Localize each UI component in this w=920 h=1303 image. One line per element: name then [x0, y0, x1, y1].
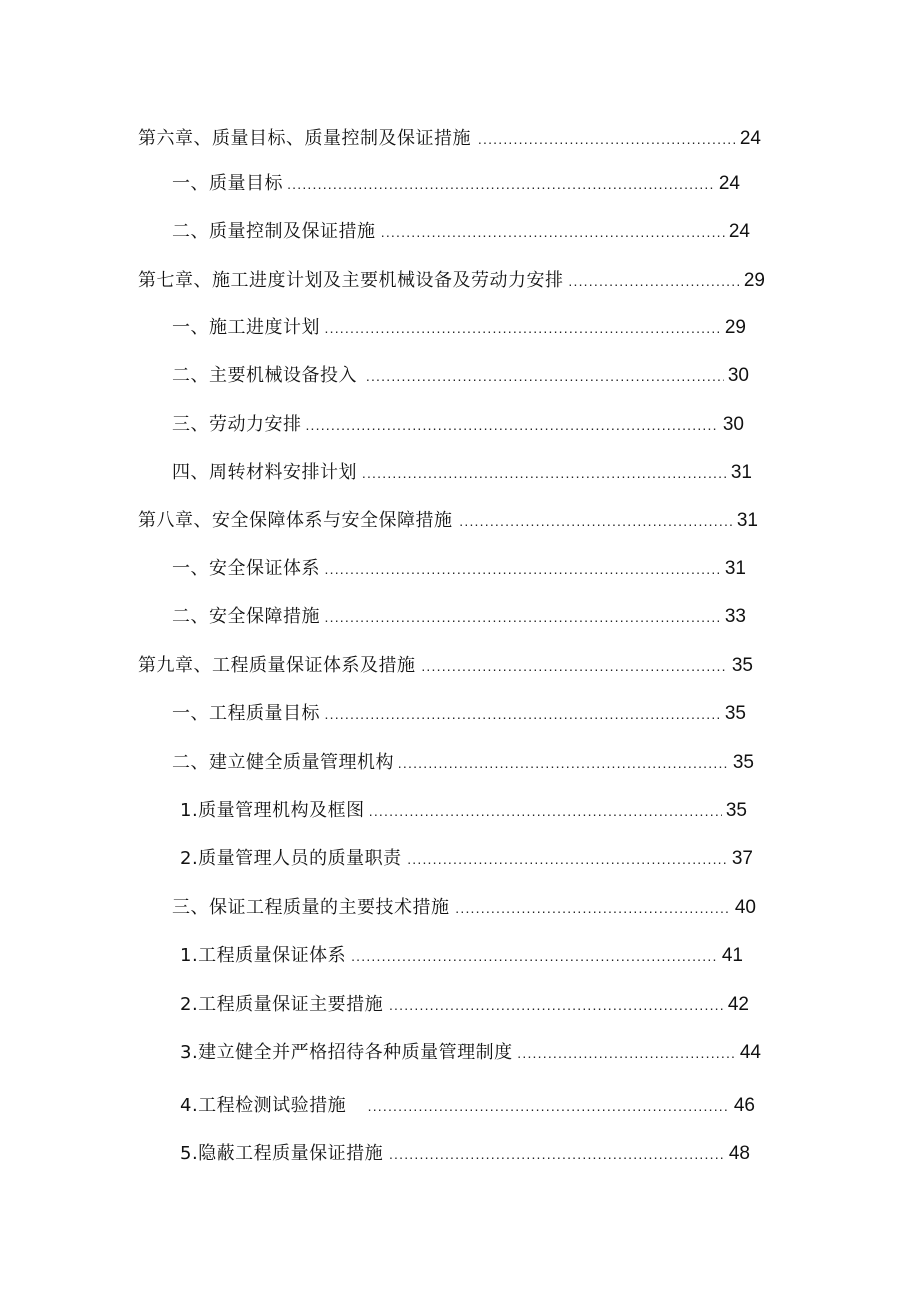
toc-entry-title: 4.工程检测试验措施	[180, 1095, 347, 1116]
toc-entry-9-3-1[interactable]	[180, 944, 743, 968]
toc-entry-title: 第七章、施工进度计划及主要机械设备及劳动力安排	[138, 270, 564, 291]
toc-entry-title: 一、安全保证体系	[172, 558, 320, 579]
toc-entry-title: 一、施工进度计划	[172, 317, 320, 338]
toc-entry-page: 40	[734, 897, 756, 918]
toc-entry-page: 35	[732, 752, 754, 773]
toc-entry-8-1[interactable]	[172, 557, 746, 581]
dot-leader	[421, 654, 728, 678]
dot-leader	[455, 896, 731, 920]
dot-leader	[325, 557, 721, 581]
dot-leader	[369, 799, 722, 823]
toc-entry-chapter-7[interactable]	[138, 269, 765, 293]
toc-entry-title: 1.工程质量保证体系	[180, 945, 347, 966]
toc-entry-page: 29	[743, 270, 765, 291]
toc-entry-6-1[interactable]	[172, 172, 740, 196]
toc-entry-title: 二、安全保障措施	[172, 606, 320, 627]
toc-entry-page: 30	[727, 365, 749, 386]
toc-entry-title: 第九章、工程质量保证体系及措施	[138, 655, 416, 676]
toc-entry-6-2[interactable]	[172, 220, 750, 244]
toc-entry-title: 二、质量控制及保证措施	[172, 221, 376, 242]
dot-leader	[459, 509, 733, 533]
dot-leader	[287, 172, 715, 196]
dot-leader	[305, 413, 718, 437]
dot-leader	[478, 127, 736, 151]
toc-entry-9-2[interactable]	[172, 751, 754, 775]
toc-entry-title: 二、主要机械设备投入	[172, 365, 357, 386]
toc-entry-7-2[interactable]	[172, 364, 749, 388]
toc-entry-page: 31	[730, 462, 752, 483]
dot-leader	[366, 364, 724, 388]
toc-entry-9-3[interactable]	[172, 896, 756, 920]
dot-leader	[325, 702, 721, 726]
toc-entry-9-3-4[interactable]	[180, 1094, 755, 1118]
dot-leader	[351, 944, 718, 968]
toc-entry-page: 30	[722, 414, 744, 435]
toc-entry-title: 三、保证工程质量的主要技术措施	[172, 897, 450, 918]
toc-entry-9-2-2[interactable]	[180, 847, 753, 871]
toc-entry-9-3-2[interactable]	[180, 993, 749, 1017]
dot-leader	[381, 220, 725, 244]
toc-entry-chapter-9[interactable]	[138, 654, 753, 678]
dot-leader	[389, 993, 724, 1017]
toc-entry-9-1[interactable]	[172, 702, 746, 726]
toc-entry-page: 24	[728, 221, 750, 242]
toc-entry-page: 24	[739, 128, 761, 149]
dot-leader	[389, 1142, 725, 1166]
dot-leader	[398, 751, 729, 775]
toc-entry-title: 三、劳动力安排	[172, 414, 302, 435]
dot-leader	[325, 316, 721, 340]
toc-entry-9-3-5[interactable]	[180, 1142, 750, 1166]
toc-entry-page: 44	[739, 1042, 761, 1063]
toc-entry-9-2-1[interactable]	[180, 799, 747, 823]
toc-entry-9-3-3[interactable]	[180, 1041, 761, 1065]
toc-entry-page: 48	[728, 1143, 750, 1164]
toc-entry-8-2[interactable]	[172, 605, 746, 629]
toc-entry-page: 31	[736, 510, 758, 531]
toc-entry-title: 第八章、安全保障体系与安全保障措施	[138, 510, 453, 531]
toc-entry-title: 2.工程质量保证主要措施	[180, 994, 384, 1015]
toc-entry-title: 一、工程质量目标	[172, 703, 320, 724]
dot-leader	[325, 605, 721, 629]
dot-leader	[568, 269, 739, 293]
toc-entry-page: 46	[733, 1095, 755, 1116]
toc-entry-page: 35	[724, 703, 746, 724]
toc-entry-page: 35	[725, 800, 747, 821]
toc-entry-7-4[interactable]	[172, 461, 752, 485]
toc-entry-page: 24	[718, 173, 740, 194]
toc-entry-title: 四、周转材料安排计划	[172, 462, 357, 483]
dot-leader	[368, 1094, 730, 1118]
toc-entry-chapter-6[interactable]	[138, 127, 761, 151]
dot-leader	[407, 847, 728, 871]
toc-entry-title: 1.质量管理机构及框图	[180, 800, 365, 821]
dot-leader	[362, 461, 727, 485]
toc-entry-title: 二、建立健全质量管理机构	[172, 752, 394, 773]
toc-entry-chapter-8[interactable]	[138, 509, 758, 533]
toc-entry-title: 第六章、质量目标、质量控制及保证措施	[138, 128, 471, 149]
toc-entry-page: 42	[727, 994, 749, 1015]
toc-entry-page: 33	[724, 606, 746, 627]
toc-entry-page: 37	[731, 848, 753, 869]
toc-entry-page: 31	[724, 558, 746, 579]
toc-entry-page: 41	[721, 945, 743, 966]
toc-entry-title: 2.质量管理人员的质量职责	[180, 848, 402, 869]
dot-leader	[517, 1041, 736, 1065]
toc-entry-page: 35	[731, 655, 753, 676]
toc-entry-7-3[interactable]	[172, 413, 744, 437]
toc-entry-title: 5.隐蔽工程质量保证措施	[180, 1143, 384, 1164]
toc-entry-page: 29	[724, 317, 746, 338]
toc-entry-title: 一、质量目标	[172, 173, 283, 194]
toc-entry-7-1[interactable]	[172, 316, 746, 340]
toc-entry-title: 3.建立健全并严格招待各种质量管理制度	[180, 1042, 513, 1063]
